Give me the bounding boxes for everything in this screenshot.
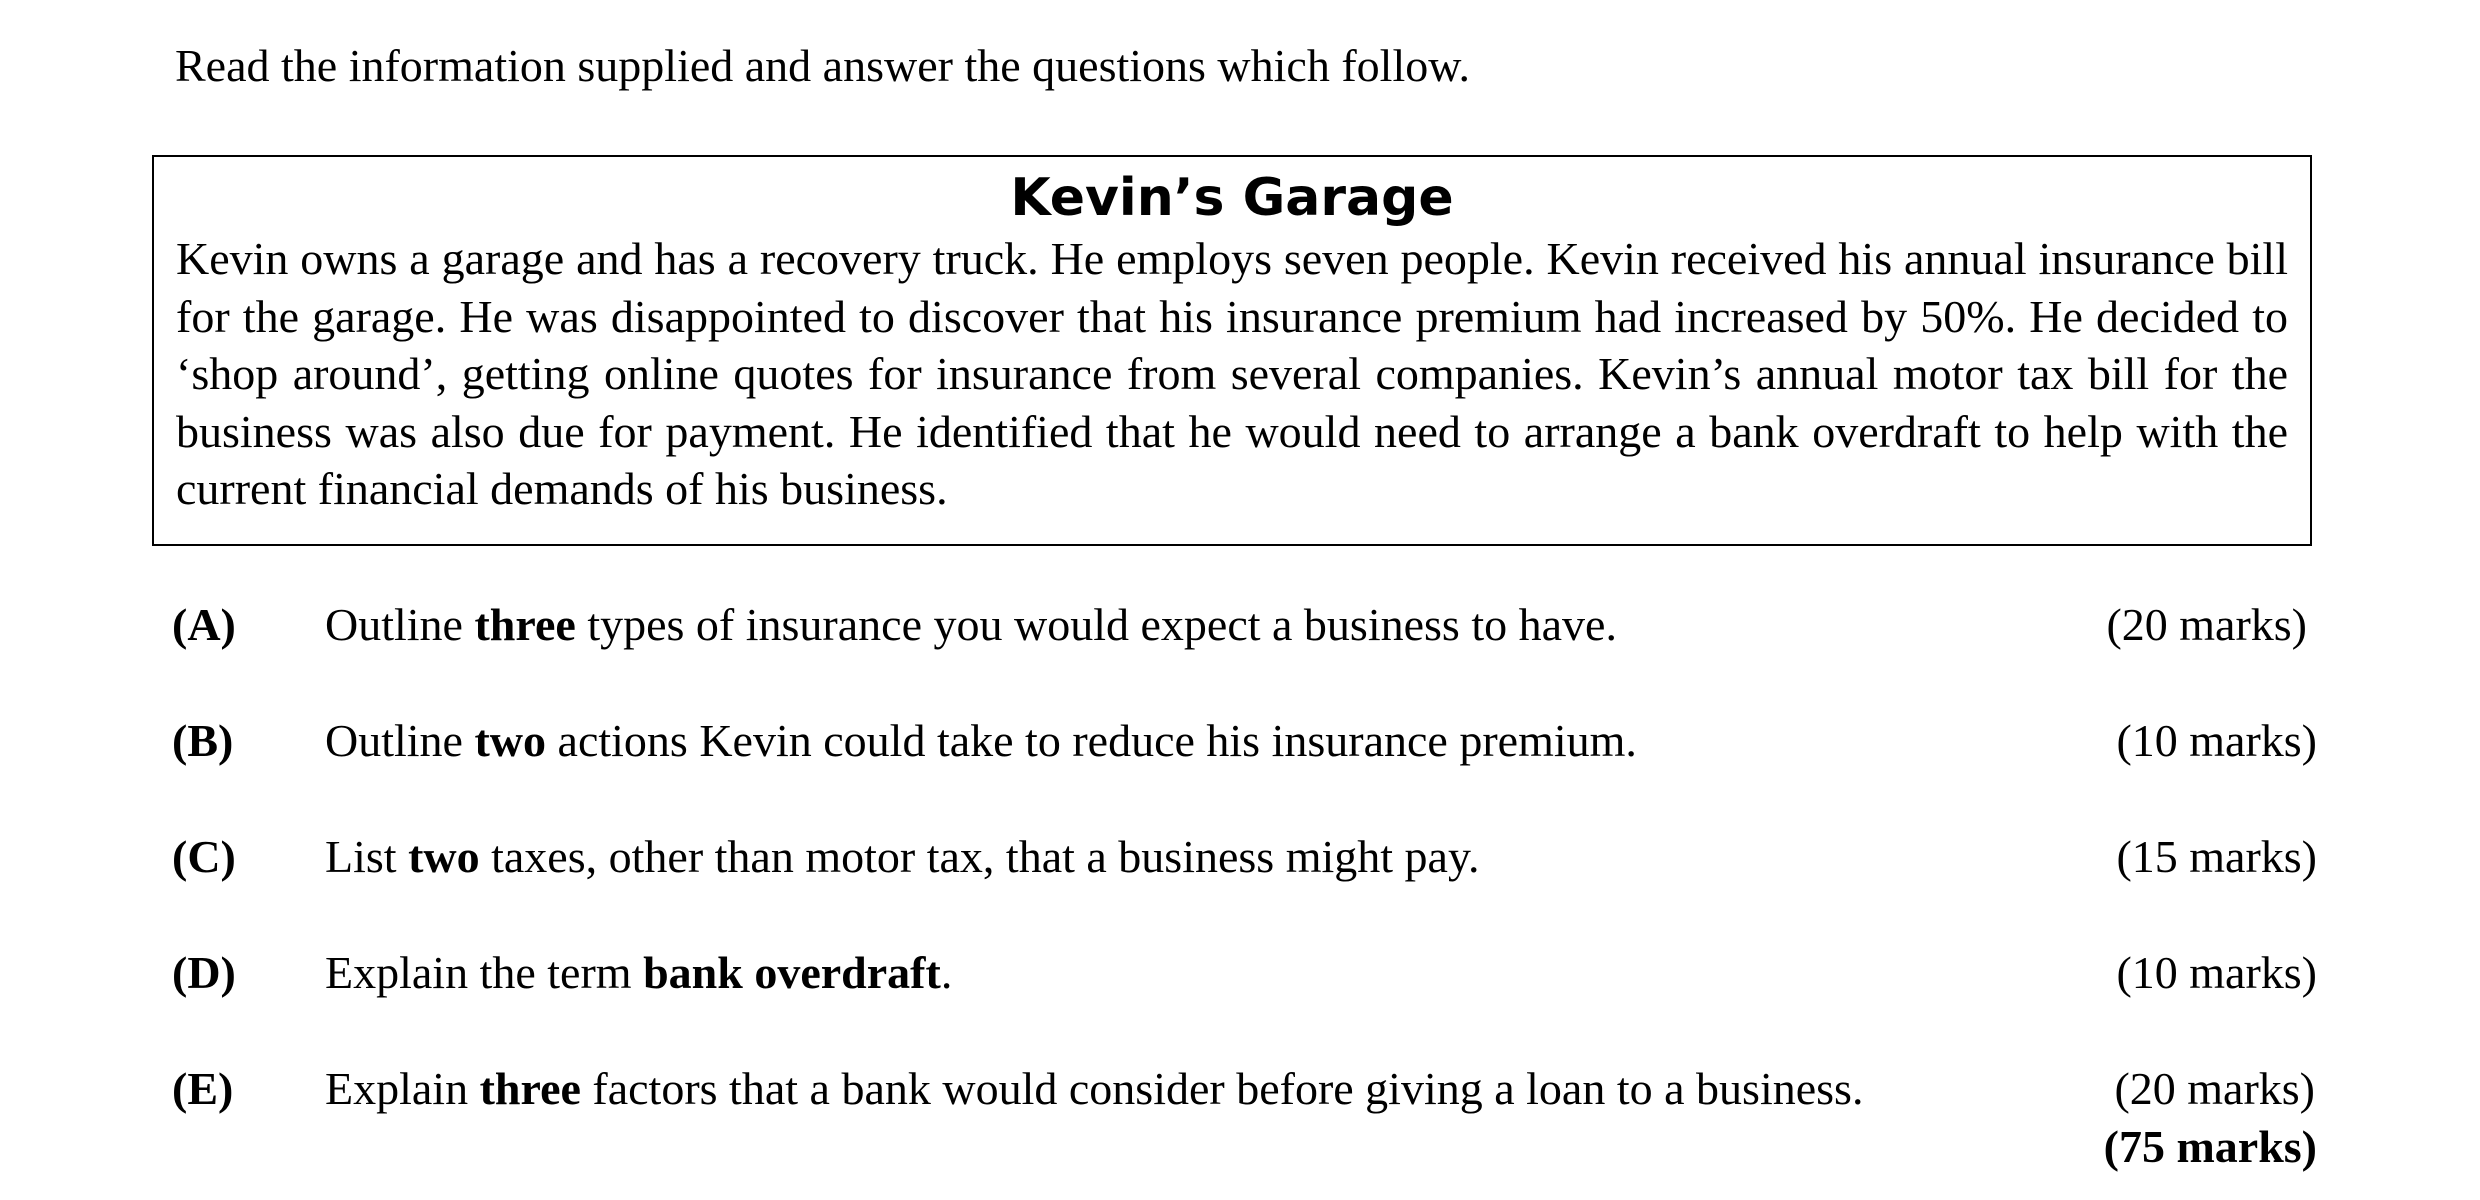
question-label: (E) [172,1063,234,1114]
question-c [172,826,2317,888]
question-text: Outline two actions Kevin could take to reduce his insurance premium. [325,715,1637,766]
question-d [172,942,2317,1004]
question-label: (B) [172,715,234,766]
question-marks: (10 marks) [2116,947,2317,998]
instructions: Read the information supplied and answer the questions which follow. [175,40,1470,91]
question-label: (C) [172,831,236,882]
question-text: List two taxes, other than motor tax, that a business might pay. [325,831,1480,882]
question-b [172,710,2317,772]
question-emphasis: three [474,599,576,650]
question-text: Explain the term bank overdraft. [325,947,953,998]
question-a [172,594,2317,656]
question-marks: (20 marks) [2106,599,2307,650]
case-study-text: Kevin owns a garage and has a recovery truck. He employs seven people. Kevin received his annual insurance bill for the garage. He was disappointed to discover that his insurance premium had increased by 50%. He decided to ‘shop around’, getting online quotes for insurance from several companies. Kevin’s annual motor tax bill for the business was also due for payment. He identified that he would need to arrange a bank overdraft to help with the current financial demands of his business. [176,233,2288,514]
question-text: Outline three types of insurance you would expect a business to have. [325,599,1617,650]
question-label: (A) [172,599,236,650]
question-emphasis: three [479,1063,581,1114]
question-emphasis: two [408,831,480,882]
question-text: Explain three factors that a bank would consider before giving a loan to a business. [325,1063,1864,1114]
question-marks: (10 marks) [2116,715,2317,766]
case-study-box [152,155,2312,546]
question-marks: (20 marks) [2114,1063,2315,1114]
question-marks: (15 marks) [2116,831,2317,882]
total-marks: (75 marks) [2103,1121,2317,1172]
question-e [172,1058,2317,1120]
question-emphasis: bank overdraft [643,947,941,998]
question-label: (D) [172,947,236,998]
case-study-title: Kevin’s Garage [1010,168,1454,228]
question-emphasis: two [474,715,547,766]
